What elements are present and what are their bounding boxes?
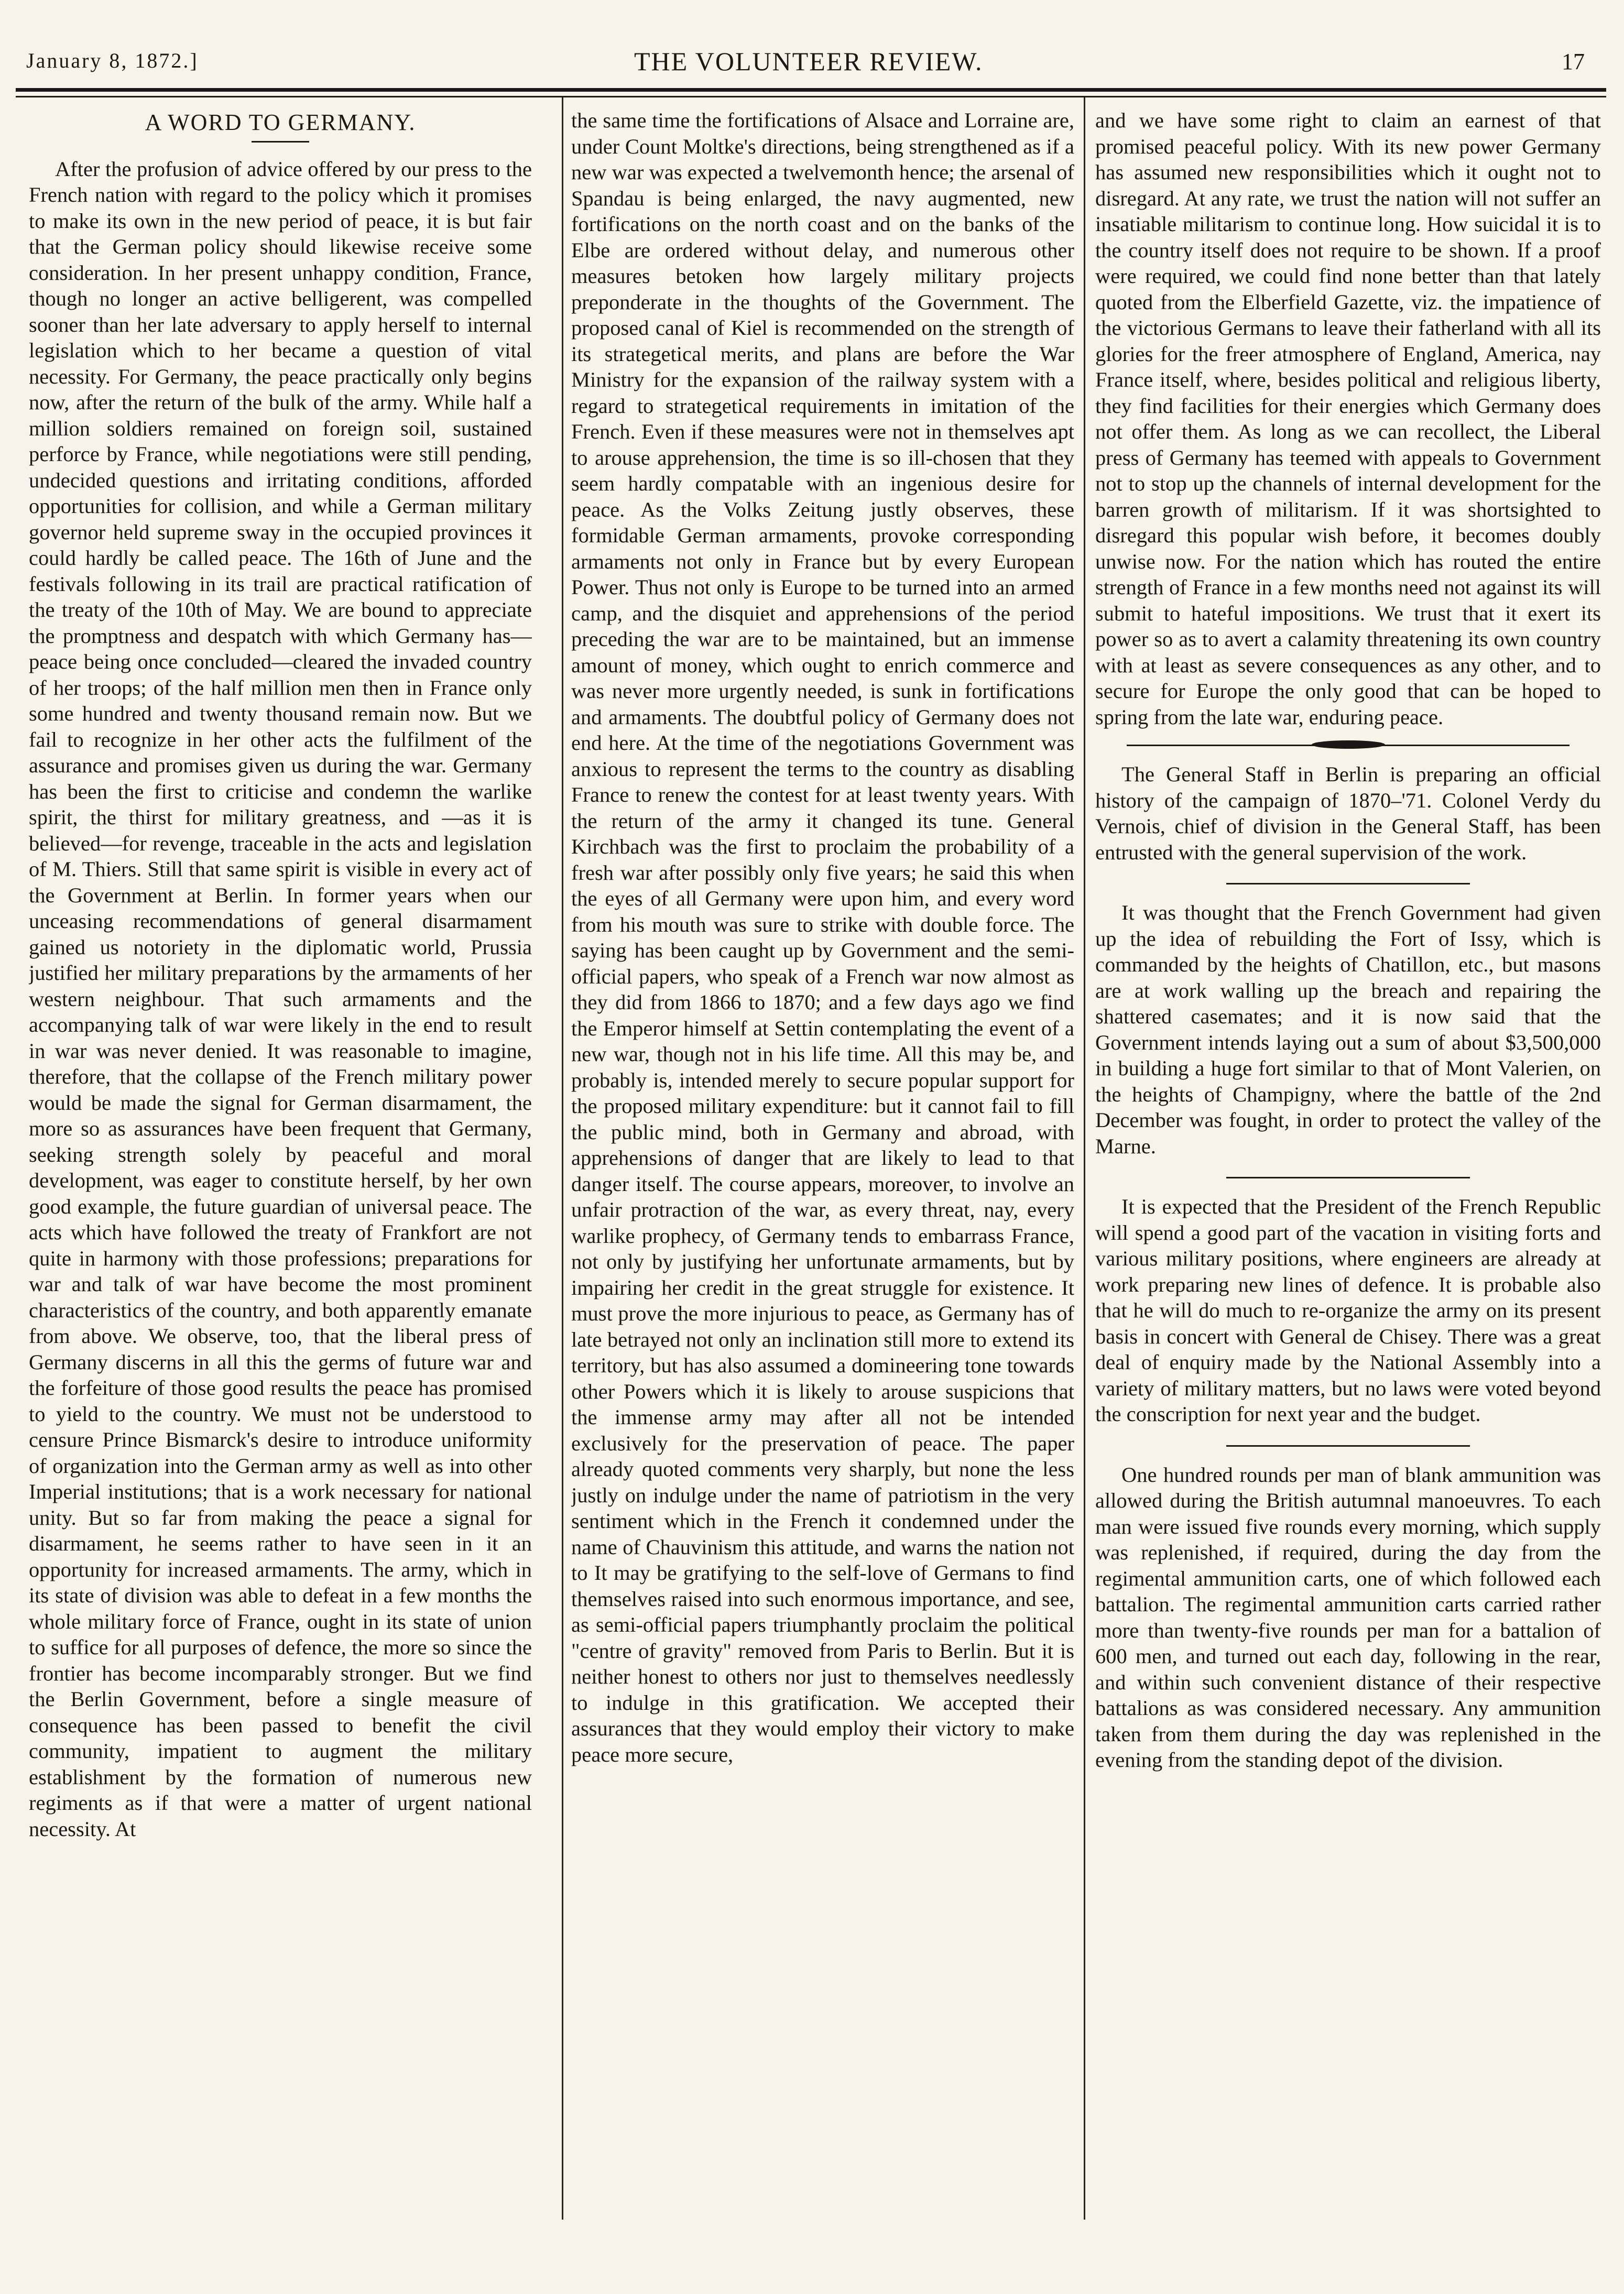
- article-paragraph: and we have some right to claim an earnest of that promised peaceful policy. With its new power Germany has assumed new responsibilities which it ought not to disregard. At any rate, we trust the nation will not suffer an insatiable militarism to continue long. How suicidal it is to the country itself does not require to be shown. If a proof were required, we could find none better than that lately quoted from the Elberfield Gazette, viz. the impatience of the victorious Germans to leave their fatherland with all its glories for the freer atmosphere of England, America, nay France itself, where, besides political and religious liberty, they find facilities for their energies which Germany does not offer them. As long as we can recollect, the Liberal press of Germany has teemed with appeals to Government not to stop up the channels of internal development for the barren growth of militarism. If it was shortsighted to disregard this popular wish before, it becomes doubly unwise now. For the nation which has routed the entire strength of France in a few months need not against its will submit to hateful impositions. We trust that it exert its power so as to avert a calamity threatening its own country with at least as severe consequences as any other, and to secure for Europe the only good that can be hoped to spring from the late war, enduring peace.: [1095, 108, 1601, 729]
- news-item: The General Staff in Berlin is preparing an official history of the campaign of 1870–'71. Colonel Verdy du Vernois, chief of division in the General Staff, has been entrusted with the general supervision of the work.: [1095, 762, 1601, 864]
- page-header: [0, 0, 1624, 79]
- issue-date: January 8, 1872.]: [26, 49, 199, 72]
- header-rule-thick: [16, 88, 1606, 92]
- news-item: One hundred rounds per man of blank ammunition was allowed during the British autumnal manoeuvres. To each man were issued five rounds every morning, which supply was replenished, if required, during the day from the regimental ammunition carts, one of which followed each battalion. The regimental ammunition carts carried rather more than twenty-five rounds per man for a battalion of 600 men, and turned out each day, following in the rear, and within such convenient distance of their respective battalions as was considered necessary. Any ammunition taken from them during the day was replenished in the evening from the standing depot of the division.: [1095, 1462, 1601, 1772]
- ornamental-separator: [1095, 730, 1601, 761]
- news-item: It was thought that the French Government had given up the idea of rebuilding the Fort of Issy, which is commanded by the heights of Chatillon, etc., but masons are at work walling up the breach and repairing the shattered casemates; and it is now said that the Government intends laying out a sum of about $3,500,000 in building a huge fort similar to that of Mont Valerien, on the heights of Champigny, where the battle of the 2nd December was fought, in order to protect the valley of the Marne.: [1095, 901, 1601, 1158]
- column-3: [1095, 107, 1601, 2271]
- item-separator: [1095, 1162, 1601, 1194]
- item-separator: [1095, 868, 1601, 900]
- column-2: [571, 107, 1074, 2271]
- publication-title: THE VOLUNTEER REVIEW.: [634, 47, 983, 76]
- column-divider: [1084, 97, 1085, 2220]
- page-number: 17: [1562, 49, 1585, 74]
- heading-rule: [252, 141, 309, 143]
- article-paragraph: the same time the fortifications of Alsace and Lorraine are, under Count Moltke's directions, being strengthened as if a new war was expected a twelvemonth hence; the arsenal of Spandau is being enlarged, the navy augmented, new fortifications on the north coast and on the banks of the Elbe are ordered without delay, and numerous other measures betoken how largely military projects preponderate in the thoughts of the Government. The proposed canal of Kiel is recommended on the strength of its strategetical merits, and plans are before the War Ministry for the expansion of the railway system with a regard to strategetical requirements in imitation of the French. Even if these measures were not in themselves apt to arouse apprehension, the time is so ill-chosen that they seem hardly compatable with an ingenious desire for peace. As the Volks Zeitung justly observes, these formidable German armaments, provoke corresponding armaments not only in France but by every European Power. Thus not only is Europe to be turned into an armed camp, and the disquiet and apprehensions of the period preceding the war are to be maintained, but an immense amount of money, which ought to enrich commerce and was never more urgently needed, is sunk in fortifications and armaments. The doubtful policy of Germany does not end here. At the time of the negotiations Government was anxious to represent the terms to the country as disabling France to renew the contest for at least twenty years. With the return of the army it changed its tune. General Kirchbach was the first to proclaim the probability of a fresh war after possibly only five years; he said this when the eyes of all Germany were upon him, and every word from his mouth was sure to strike with double force. The saying has been caught up by Government and the semi-official papers, who speak of a French war now almost as they did from 1866 to 1870; and a few days ago we find the Emperor himself at Settin contemplating the event of a new war, though not in his life time. All this may be, and probably is, intended merely to secure popular support for the proposed military expenditure: but it cannot fail to fill the public mind, both in Germany and abroad, with apprehensions of danger that are likely to lead to that danger itself. The course appears, moreover, to involve an unfair protraction of the war, as every threat, nay, every warlike prophecy, of Germany tends to embarrass France, not only by justifying her unfortunate armaments, but by impairing her credit in the great struggle for existence. It must prove the more injurious to peace, as Germany has of late betrayed not only an inclination still more to extend its territory, but has also assumed a domineering tone towards other Powers which it is likely to arouse suspicions that the immense army may after all not be intended exclusively for the preservation of peace. The paper already quoted comments very sharply, but none the less justly on indulge under the name of patriotism in the very sentiment which in the French it condemned under the name of Chauvinism this attitude, and warns the nation not to It may be gratifying to the self-love of Germans to find themselves raised into such enormous importance, and see, as semi-official papers triumphantly proclaim the political "centre of gravity" removed from Paris to Berlin. But it is neither honest to others nor just to themselves needlessly to indulge in this gratification. We accepted their assurances that they would employ their victory to make peace more secure,: [571, 108, 1074, 1766]
- column-divider: [562, 97, 563, 2220]
- news-item: It is expected that the President of the French Republic will spend a good part of the vacation in visiting forts and various military positions, where engineers are already at work preparing new lines of defence. It is probable also that he will do much to re-organize the army on its present basis in concert with General de Chisey. There was a great deal of enquiry made by the National Assembly into a variety of military matters, but no laws were voted beyond the conscription for next year and the budget.: [1095, 1195, 1601, 1426]
- article-paragraph: After the profusion of advice offered by our press to the French nation with regard to the policy which it promises to make its own in the new period of peace, it is but fair that the German policy should likewise receive some consideration. In her present unhappy condition, France, though no longer an active belligerent, was compelled sooner than her late adversary to apply herself to internal legislation which to her became a question of vital necessity. For Germany, the peace practically only begins now, after the return of the bulk of the army. While half a million soldiers remained on foreign soil, sustained perforce by France, while negotiations were still pending, undecided questions and irritating conditions, afforded opportunities for collision, and while a German military governor held supreme sway in the occupied provinces it could hardly be called peace. The 16th of June and the festivals following in its trail are practical ratification of the treaty of the 10th of May. We are bound to appreciate the promptness and despatch with which Germany has—peace being once concluded—cleared the invaded country of her troops; of the half million men then in France only some hundred and twenty thousand remain now. But we fail to recognize in her other acts the fulfilment of the assurance and promises given us during the war. Germany has been the first to criticise and condemn the warlike spirit, the thirst for military greatness, and —as it is believed—for revenge, traceable in the acts and legislation of M. Thiers. Still that same spirit is visible in every act of the Government at Berlin. In former years when our unceasing recommendations of general disarmament gained us notoriety in the diplomatic world, Prussia justified her military preparations by the armaments of her western neighbour. That such armaments and the accompanying talk of war were likely in the end to result in war was never denied. It was reasonable to imagine, therefore, that the collapse of the French military power would be made the signal for German disarmament, the more so as assurances have been frequent that Germany, seeking strength solely by peaceful and moral development, was eager to constitute herself, by her own good example, the future guardian of universal peace. The acts which have followed the treaty of Frankfort are not quite in harmony with those professions; preparations for war and talk of war have become the most prominent characteristics of the country, and both apparently emanate from above. We observe, too, that the liberal press of Germany discerns in all this the germs of future war and the forfeiture of those good results the peace has promised to yield to the country. We must not be understood to censure Prince Bismarck's desire to introduce uniformity of organization into the German army as well as into other Imperial institutions; that is a work necessary for national unity. But so far from making the peace a signal for disarmament, he seems rather to have seen in it an opportunity for increased armaments. The army, which in its state of division was able to defeat in a few months the whole military force of France, ought in its state of union to suffice for all purposes of defence, the more so since the frontier has become incomparably stronger. But we find the Berlin Government, before a single measure of consequence has been passed to benefit the civil community, impatient to augment the military establishment by the formation of numerous new regiments as if that were a matter of urgent national necessity. At: [29, 157, 532, 1841]
- header-rule-thin: [16, 96, 1606, 97]
- item-separator: [1095, 1430, 1601, 1462]
- article-heading: A WORD TO GERMANY.: [145, 110, 416, 135]
- column-1: [29, 107, 532, 2271]
